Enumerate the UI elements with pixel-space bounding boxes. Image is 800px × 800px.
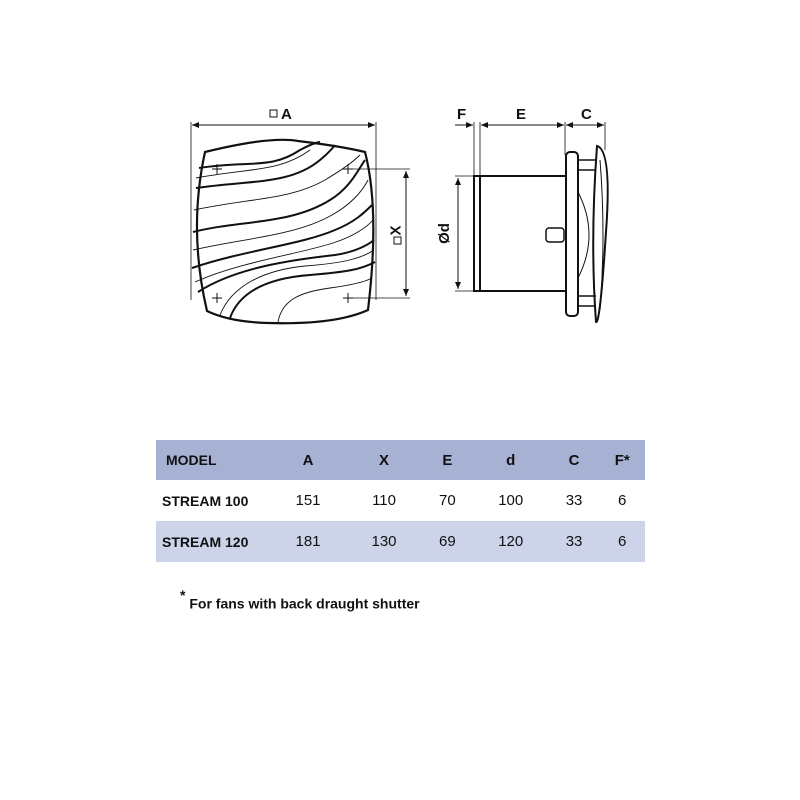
table-row: [156, 521, 645, 562]
footnote-mark: *: [180, 587, 186, 603]
header-model: MODEL: [156, 440, 270, 480]
cell-x: 110: [372, 492, 396, 509]
dim-label-c: C: [581, 106, 592, 123]
cell-model: STREAM 100: [162, 492, 249, 509]
cell-c: 33: [565, 492, 583, 509]
cell-a: 151: [295, 492, 321, 509]
table-row: [156, 480, 645, 521]
dim-label-diameter: Ød: [435, 223, 453, 244]
header-d: d: [473, 440, 549, 480]
dim-label-e: E: [516, 106, 527, 123]
header-c: C: [549, 440, 600, 480]
table-header-row: [156, 440, 645, 480]
dim-label-a: A: [281, 106, 292, 123]
cell-x: 130: [346, 521, 422, 562]
header-x: X: [346, 440, 422, 480]
footnote-text: For fans with back draught shutter: [189, 595, 420, 612]
cell-e: 70: [439, 492, 456, 509]
header-a: A: [270, 440, 346, 480]
spec-table: [156, 440, 645, 562]
header-e: E: [422, 440, 473, 480]
cell-d: 100: [498, 492, 524, 509]
cell-c: 33: [549, 521, 600, 562]
front-view: [191, 110, 410, 323]
footnote: [180, 587, 420, 612]
dim-label-f: F: [457, 106, 467, 123]
cell-f: 6: [599, 521, 645, 562]
cell-a: 181: [270, 521, 346, 562]
cell-model: STREAM 120: [156, 521, 270, 562]
header-f: F*: [599, 440, 645, 480]
cell-e: 69: [422, 521, 473, 562]
dim-label-x: X: [387, 225, 405, 236]
side-view: [455, 122, 608, 322]
cell-d: 120: [473, 521, 549, 562]
cell-f: 6: [618, 492, 627, 509]
